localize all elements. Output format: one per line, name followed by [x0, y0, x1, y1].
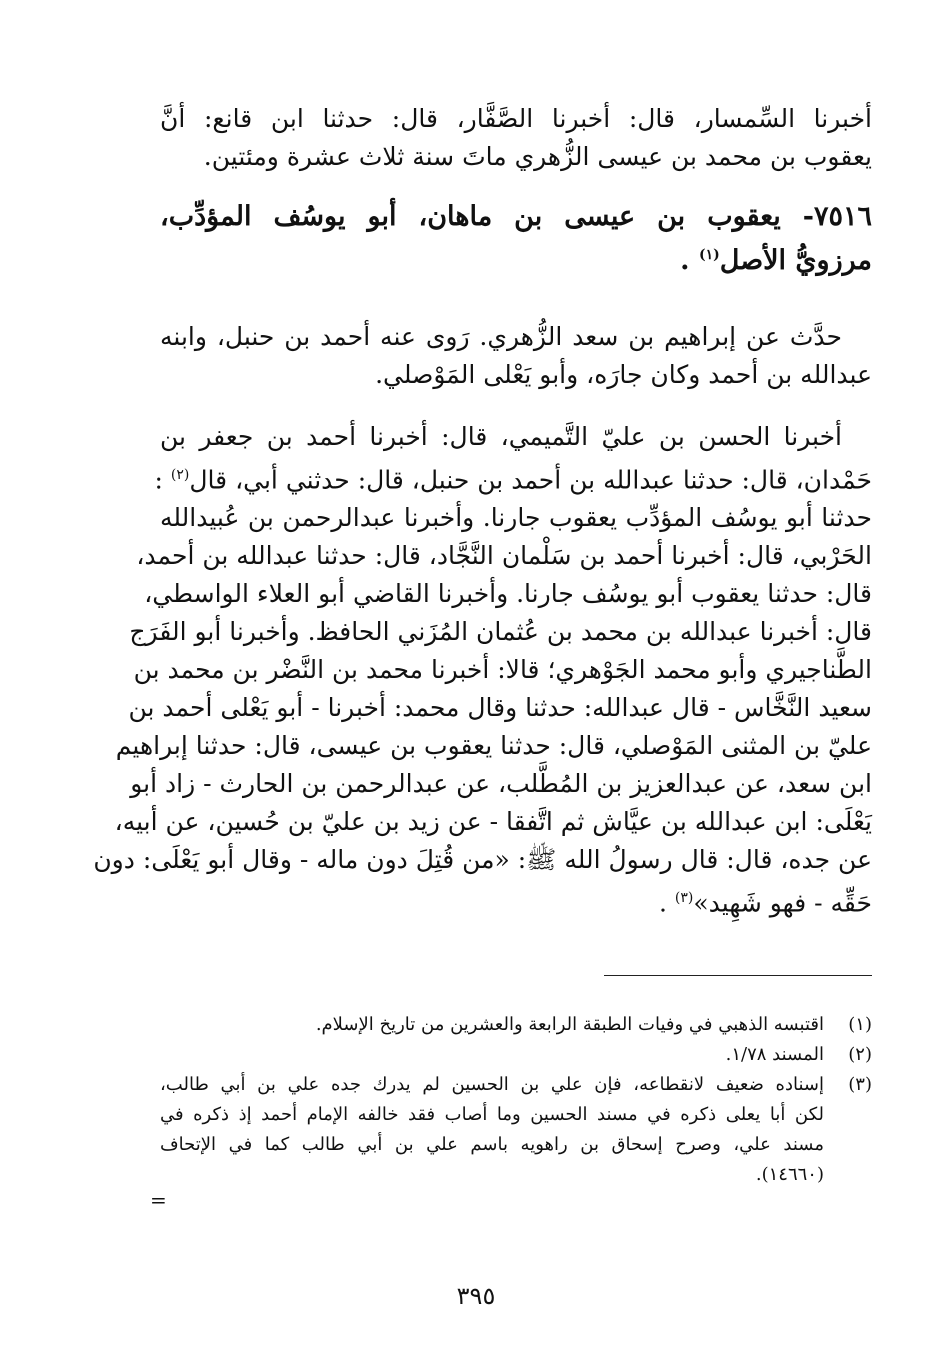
entry-title-end: .: [680, 245, 699, 276]
text-line: عبدالله بن أحمد وكان جارَه، وأبو يَعْلى المَوْصلي.: [375, 360, 872, 389]
footnote-number: (٢): [848, 1044, 872, 1065]
text-line: ابن سعد، عن عبدالعزيز بن المُطَّلب، عن عبدالرحمن بن الحارث - زاد أبو: [130, 769, 872, 799]
footnote-text: مسند علي، وصرح إسحاق بن راهويه باسم علي بن أبي طالب كما في الإتحاف: [160, 1134, 824, 1155]
footnote-text: المسند ١/٧٨.: [725, 1044, 824, 1065]
continuation-mark: =: [150, 1188, 167, 1212]
text-line: الطَّناجيري وأبو محمد الجَوْهري؛ قالا: أخبرنا محمد بن النَّضْر بن محمد بن: [133, 655, 872, 685]
paragraph-hadith-chain: [93, 418, 872, 923]
text-line: الحَرْبي، قال: أخبرنا أحمد بن سَلْمان النَّجَّاد، قال: حدثنا عبدالله بن أحمد،: [136, 541, 872, 571]
text-line: حدثنا أبو يوسُف المؤدِّب يعقوب جارنا. وأخبرنا عبدالرحمن بن عُبيدالله: [160, 503, 872, 533]
text-line: يَعْلَى: ابن عبدالله بن عيَّاش ثم اتَّفقا - عن زيد بن عليّ بن حُسين، عن أبيه،: [114, 807, 872, 837]
footnote-ref: (٣): [674, 890, 694, 907]
text-line: [160, 879, 872, 922]
footnote-ref: (٢): [170, 467, 190, 483]
text-line-content: حَقِّه - فهو شَهِيد»: [693, 888, 872, 918]
text-line: سعيد النَّخَّاس - قال عبدالله: حدثنا وقال محمد: أخبرنا - أبو يَعْلى أحمد بن: [128, 693, 872, 723]
entry-heading: [160, 198, 872, 280]
footnote-text: (١٤٦٦٠).: [755, 1164, 824, 1185]
footnote-item: [160, 1040, 872, 1070]
footnote-number: (٣): [848, 1074, 872, 1095]
footnote-text: لكن أبا يعلى ذكره في مسند الحسين وما أصاب فقد خالفه الإمام أحمد إذ ذكره في: [160, 1104, 824, 1125]
entry-title-text: مرزويُّ الأصل: [719, 245, 872, 276]
text-line: قال: حدثنا يعقوب أبو يوسُف جارنا. وأخبرنا القاضي أبو العلاء الواسطي،: [144, 579, 872, 609]
text-line-end: .: [659, 888, 675, 918]
footnote-text: إسناده ضعيف لانقطاعه، فإن علي بن الحسين لم يدرك جده علي بن أبي طالب،: [160, 1074, 824, 1095]
footnote-continuation: [160, 1130, 872, 1160]
footnote-text: اقتبسه الذهبي في وفيات الطبقة الرابعة والعشرين من تاريخ الإسلام.: [315, 1014, 824, 1035]
text-line: حدَّث عن إبراهيم بن سعد الزُّهري. رَوى عنه أحمد بن حنبل، وابنه: [160, 322, 842, 351]
text-line-content: حَمْدان، قال: حدثنا عبدالله بن أحمد بن حنبل، قال: حدثني أبي، قال: [189, 465, 872, 495]
text-line: قال: أخبرنا عبدالله بن محمد بن عُثمان المُزَني الحافظ. وأخبرنا أبو الفَرَج: [129, 617, 872, 647]
text-line: يعقوب بن محمد بن عيسى الزُّهري ماتَ سنة ثلاث عشرة ومئتين.: [203, 142, 872, 171]
text-line-end: :: [154, 465, 171, 495]
text-line: عليّ بن المثنى المَوْصلي، قال: حدثنا يعقوب بن عيسى، قال: حدثنا إبراهيم: [115, 731, 872, 761]
text-line: أخبرنا السِّمسار، قال: أخبرنا الصَّفَّار، قال: حدثنا ابن قانع: أنَّ: [160, 104, 872, 133]
footnote-number: (١): [848, 1014, 872, 1035]
footnote-item: [160, 1010, 872, 1040]
footnotes: [160, 1010, 872, 1190]
entry-title-line: ٧٥١٦- يعقوب بن عيسى بن ماهان، أبو يوسُف المؤدِّب،: [160, 201, 872, 232]
page-number: ٣٩٥: [456, 1282, 496, 1310]
footnote-item: [160, 1070, 872, 1100]
paragraph-biography: [160, 318, 872, 394]
footnote-ref: (١): [698, 247, 720, 263]
entry-title-line: [160, 236, 872, 280]
text-line: عن جده، قال: قال رسولُ الله ﷺ: «من قُتِلَ دون ماله - وقال أبو يَعْلَى: دون: [93, 845, 872, 875]
footnote-continuation: [160, 1160, 872, 1190]
text-line: [154, 456, 872, 499]
footnote-divider: [604, 975, 872, 976]
text-line: أخبرنا الحسن بن عليّ التَّميمي، قال: أخبرنا أحمد بن جعفر بن: [160, 422, 842, 451]
paragraph-samsar: [160, 100, 872, 176]
footnote-continuation: [160, 1100, 872, 1130]
